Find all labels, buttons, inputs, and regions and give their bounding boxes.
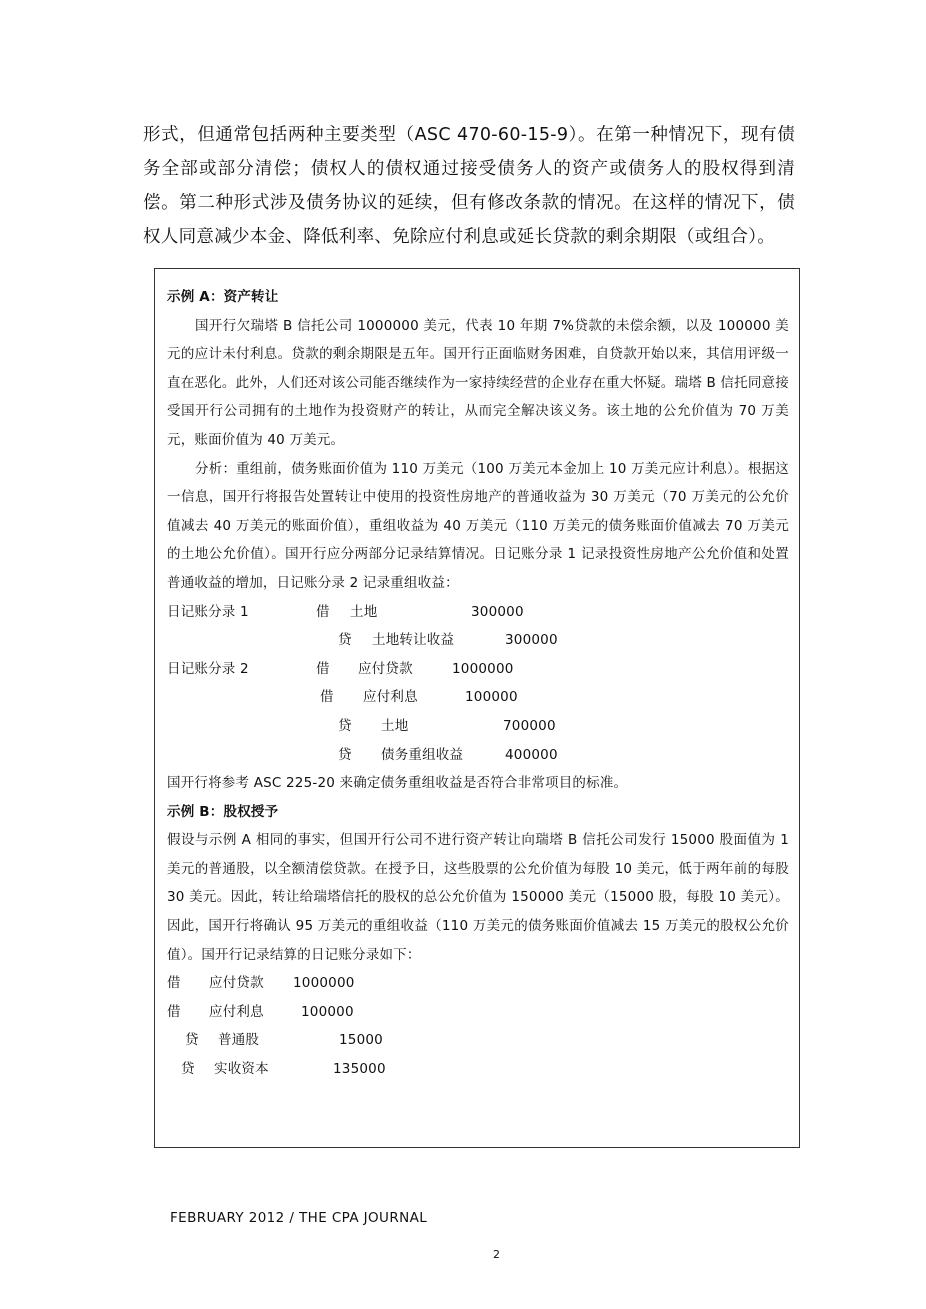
entry-account: 应付贷款 [209, 975, 264, 992]
entry-account: 土地 [350, 603, 378, 620]
entry-side: 贷 [181, 1061, 195, 1078]
entry-side: 借 [167, 975, 181, 992]
entry-amount: 400000 [505, 746, 558, 763]
entry-side: 贷 [338, 746, 352, 763]
entry-account: 应付利息 [363, 689, 418, 706]
intro-section [143, 118, 795, 254]
entry-account: 普通股 [218, 1032, 260, 1049]
entry-amount: 700000 [503, 717, 556, 734]
examples-content [167, 283, 789, 1084]
journal-line [167, 683, 789, 712]
example-a-paragraph-1: 国开行欠瑞塔 B 信托公司 1000000 美元，代表 10 年期 7%贷款的未偿余额，以及 100000 美元的应计未付利息。贷款的剩余期限是五年。国开行正面临财务困难，自贷款开始以来，其信用评级一直在恶化。此外，人们还对该公司能否继续作为一家持续经营的企业存在重大怀疑。瑞塔 B 信托同意接受国开行公司拥有的土地作为投资财产的转让，从而完全解决该义务。该土地的公允价值为 70 万美元，账面价值为 40 万美元。 [167, 317, 789, 448]
journal-entry-1 [167, 598, 789, 655]
journal-footer: FEBRUARY 2012 / THE CPA JOURNAL [170, 1210, 428, 1226]
examples-box [154, 268, 800, 1148]
entry-side: 借 [316, 603, 330, 620]
journal-line [167, 712, 789, 741]
entry-account: 债务重组收益 [381, 746, 464, 763]
example-b-paragraph-1: 假设与示例 A 相同的事实，但国开行公司不进行资产转让向瑞塔 B 信托公司发行 15000 股面值为 1 美元的普通股，以全额清偿贷款。在授予日，这些股票的公允价值为每股 10 美元，低于两年前的每股 30 美元。因此，转让给瑞塔信托的股权的总公允价值为 150000 美元（15000 股，每股 10 美元）。因此，国开行将确认 95 万美元的重组收益（110 万美元的债务账面价值减去 15 万美元的股权公允价值）。国开行记录结算的日记账分录如下： [167, 832, 789, 963]
entry-account: 实收资本 [214, 1061, 269, 1078]
entry-amount: 1000000 [452, 660, 514, 677]
example-a-note: 国开行将参考 ASC 225-20 来确定债务重组收益是否符合非常项目的标准。 [167, 775, 628, 792]
example-a-title: 示例 A：资产转让 [167, 289, 279, 305]
entry-amount: 135000 [333, 1061, 386, 1078]
journal-line [167, 655, 789, 684]
entry-label: 日记账分录 2 [167, 660, 249, 677]
entry-amount: 300000 [505, 632, 558, 649]
entry-amount: 300000 [471, 603, 524, 620]
entry-amount: 15000 [339, 1032, 383, 1049]
journal-line [167, 741, 789, 770]
journal-line [167, 598, 789, 627]
entry-label: 日记账分录 1 [167, 603, 249, 620]
intro-paragraph: 形式，但通常包括两种主要类型（ASC 470-60-15-9）。在第一种情况下，现有债务全部或部分清偿；债权人的债权通过接受债务人的资产或债务人的股权得到清偿。第二种形式涉及债务协议的延续，但有修改条款的情况。在这样的情况下，债权人同意减少本金、降低利率、免除应付利息或延长贷款的剩余期限（或组合）。 [143, 125, 795, 247]
entry-side: 贷 [185, 1032, 199, 1049]
journal-line [167, 1055, 789, 1084]
journal-entry-b [167, 969, 789, 1083]
entry-amount: 100000 [465, 689, 518, 706]
entry-side: 贷 [338, 717, 352, 734]
example-a-paragraph-2: 分析：重组前，债务账面价值为 110 万美元（100 万美元本金加上 10 万美元应计利息）。根据这一信息，国开行将报告处置转让中使用的投资性房地产的普通收益为 30 万美元（70 万美元的公允价值减去 40 万美元的账面价值），重组收益为 40 万美元（110 万美元的债务账面价值减去 70 万美元的土地公允价值）。国开行应分两部分记录结算情况。日记账分录 1 记录投资性房地产公允价值和处置普通收益的增加，日记账分录 2 记录重组收益： [167, 460, 789, 591]
entry-account: 应付贷款 [358, 660, 413, 677]
entry-amount: 100000 [301, 1003, 354, 1020]
entry-side: 借 [316, 660, 330, 677]
entry-side: 借 [320, 689, 334, 706]
page-number: 2 [493, 1248, 500, 1261]
journal-line [167, 998, 789, 1027]
entry-account: 土地转让收益 [372, 632, 455, 649]
entry-side: 贷 [338, 632, 352, 649]
entry-side: 借 [167, 1003, 181, 1020]
journal-line [167, 969, 789, 998]
entry-amount: 1000000 [293, 975, 355, 992]
entry-account: 土地 [381, 717, 409, 734]
journal-line [167, 1026, 789, 1055]
journal-line [167, 626, 789, 655]
journal-entry-2 [167, 655, 789, 769]
example-b-title: 示例 B：股权授予 [167, 803, 279, 820]
entry-account: 应付利息 [209, 1003, 264, 1020]
